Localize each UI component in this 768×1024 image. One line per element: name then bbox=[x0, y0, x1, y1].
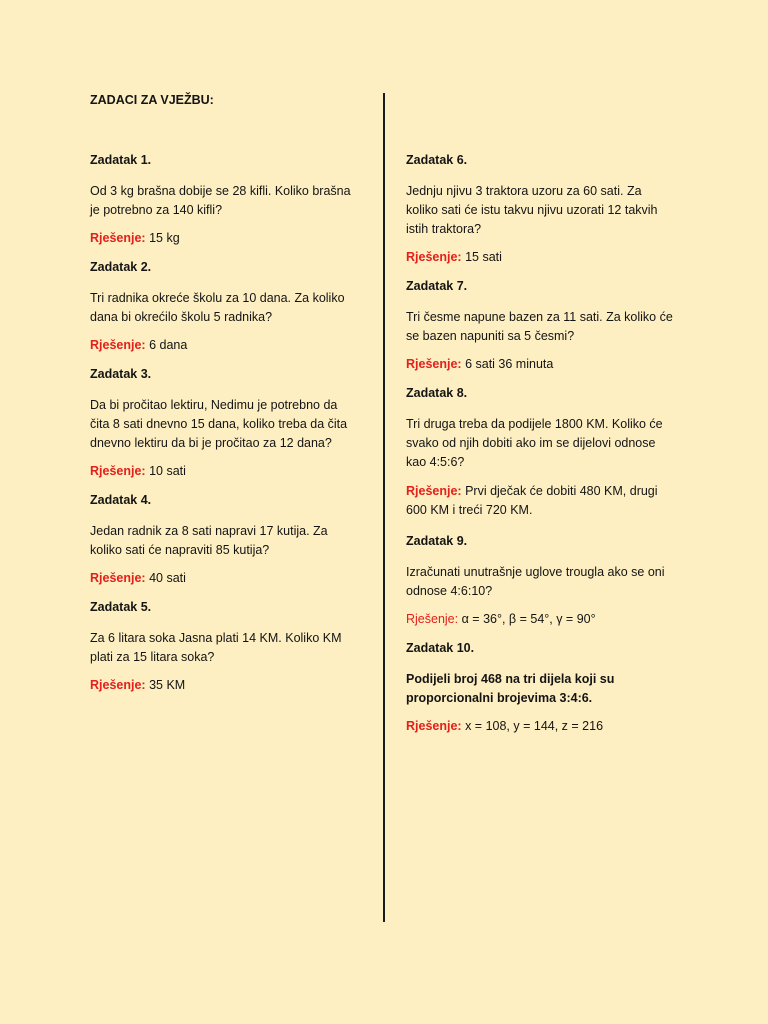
task-heading: Zadatak 7. bbox=[406, 279, 468, 293]
answer-label: Rješenje: bbox=[90, 678, 146, 692]
answer-value-continued: 600 KM i treći 720 KM. bbox=[406, 503, 533, 517]
task-heading: Zadatak 8. bbox=[406, 386, 468, 400]
answer-value: 15 kg bbox=[149, 231, 180, 245]
task-question: Da bi pročitao lektiru, Nedimu je potrebno da čita 8 sati dnevno 15 dana, koliko treba da čita dnevno lektiru da bi je pročitao za 12 dana? bbox=[90, 398, 348, 450]
task-4 bbox=[90, 492, 360, 586]
task-question: Tri druga treba da podijele 1800 KM. Koliko će svako od njih dobiti ako im se dijelovi odnose kao 4:5:6? bbox=[406, 417, 663, 469]
task-question: Od 3 kg brašna dobije se 28 kifli. Koliko brašna je potrebno za 140 kifli? bbox=[90, 184, 351, 217]
column-divider bbox=[383, 93, 385, 922]
answer-label: Rješenje: bbox=[90, 231, 146, 245]
answer-label: Rješenje: bbox=[406, 484, 462, 498]
task-answer bbox=[90, 570, 360, 586]
right-column bbox=[406, 152, 676, 747]
task-1 bbox=[90, 152, 360, 246]
task-2 bbox=[90, 259, 360, 353]
task-question: Za 6 litara soka Jasna plati 14 KM. Koliko KM plati za 15 litara soka? bbox=[90, 631, 342, 664]
task-answer bbox=[406, 611, 676, 627]
document-title: ZADACI ZA VJEŽBU: bbox=[90, 93, 214, 107]
answer-label: Rješenje: bbox=[406, 357, 462, 371]
task-8 bbox=[406, 385, 676, 520]
task-question: Jednju njivu 3 traktora uzoru za 60 sati. Za koliko sati će istu takvu njivu uzorati 12 takvih istih traktora? bbox=[406, 184, 658, 236]
answer-label: Rješenje: bbox=[90, 464, 146, 478]
task-3 bbox=[90, 366, 360, 479]
answer-value: 10 sati bbox=[149, 464, 186, 478]
answer-label: Rješenje: bbox=[90, 338, 146, 352]
task-question: Jedan radnik za 8 sati napravi 17 kutija. Za koliko sati će napraviti 85 kutija? bbox=[90, 524, 328, 557]
task-heading: Zadatak 3. bbox=[90, 367, 152, 381]
task-9 bbox=[406, 533, 676, 627]
task-answer bbox=[406, 356, 676, 372]
task-question: Tri česme napune bazen za 11 sati. Za koliko će se bazen napuniti sa 5 česmi? bbox=[406, 310, 673, 343]
task-question: Podijeli broj 468 na tri dijela koji su proporcionalni brojevima 3:4:6. bbox=[406, 672, 615, 705]
answer-value: 6 sati 36 minuta bbox=[465, 357, 554, 371]
task-answer bbox=[406, 482, 676, 520]
answer-value: x = 108, y = 144, z = 216 bbox=[465, 719, 604, 733]
answer-label: Rješenje: bbox=[90, 571, 146, 585]
task-10 bbox=[406, 640, 676, 734]
task-6 bbox=[406, 152, 676, 265]
task-answer bbox=[90, 337, 360, 353]
task-heading: Zadatak 1. bbox=[90, 153, 152, 167]
answer-value: α = 36°, β = 54°, γ = 90° bbox=[461, 612, 596, 626]
task-5 bbox=[90, 599, 360, 693]
task-answer bbox=[406, 249, 676, 265]
task-answer bbox=[90, 463, 360, 479]
answer-value: Prvi dječak će dobiti 480 KM, drugi bbox=[465, 484, 658, 498]
task-heading: Zadatak 4. bbox=[90, 493, 152, 507]
answer-value: 40 sati bbox=[149, 571, 186, 585]
task-heading: Zadatak 6. bbox=[406, 153, 468, 167]
task-heading: Zadatak 2. bbox=[90, 260, 152, 274]
task-heading: Zadatak 9. bbox=[406, 534, 468, 548]
task-heading: Zadatak 5. bbox=[90, 600, 152, 614]
answer-label: Rješenje: bbox=[406, 719, 462, 733]
left-column bbox=[90, 152, 360, 706]
answer-label: Rješenje: bbox=[406, 250, 462, 264]
answer-value: 15 sati bbox=[465, 250, 502, 264]
task-7 bbox=[406, 278, 676, 372]
task-answer bbox=[90, 677, 360, 693]
answer-value: 6 dana bbox=[149, 338, 188, 352]
task-answer bbox=[406, 718, 676, 734]
task-heading: Zadatak 10. bbox=[406, 641, 475, 655]
answer-value: 35 KM bbox=[149, 678, 186, 692]
task-question: Izračunati unutrašnje uglove trougla ako se oni odnose 4:6:10? bbox=[406, 565, 665, 598]
answer-label: Rješenje: bbox=[406, 612, 459, 626]
task-answer bbox=[90, 230, 360, 246]
task-question: Tri radnika okreće školu za 10 dana. Za koliko dana bi okrećilo školu 5 radnika? bbox=[90, 291, 345, 324]
